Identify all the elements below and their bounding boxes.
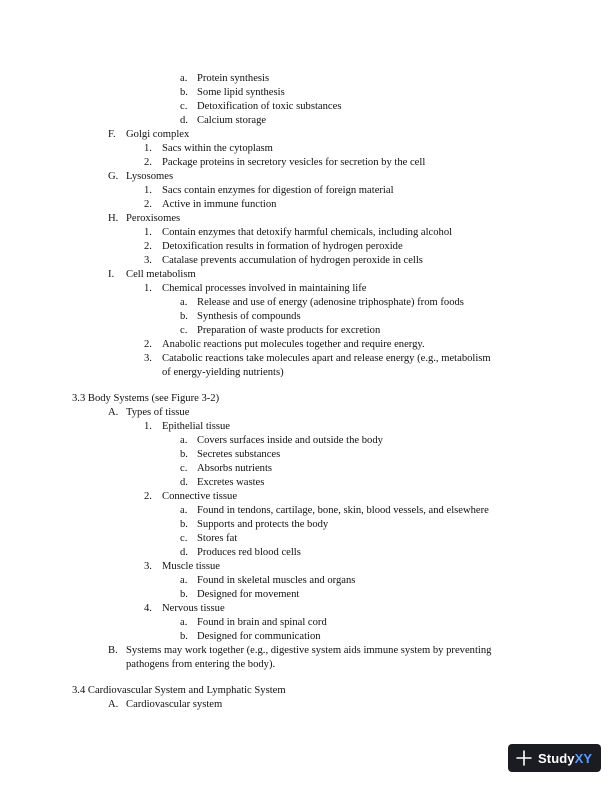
item-marker: b. (180, 631, 188, 642)
item-marker: b. (180, 87, 188, 98)
item-text: Stores fat (197, 533, 238, 544)
item-text: Found in tendons, cartilage, bone, skin, blood vessels, and elsewhere (197, 505, 489, 516)
item-text: Sacs contain enzymes for digestion of foreign material (162, 185, 394, 196)
item-marker: 2. (144, 491, 152, 502)
item-marker: 1. (144, 185, 152, 196)
item-marker: b. (180, 519, 188, 530)
section-heading-text: 3.4 Cardiovascular System and Lymphatic System (72, 685, 286, 696)
item-marker: I. (108, 269, 115, 280)
item-marker: 2. (144, 157, 152, 168)
item-marker: 3. (144, 255, 152, 266)
item-marker: c. (180, 101, 188, 112)
section-heading-text: 3.3 Body Systems (see Figure 3-2) (72, 393, 220, 404)
item-text: pathogens from entering the body). (126, 659, 276, 670)
item-text: Types of tissue (126, 407, 190, 418)
item-marker: B. (108, 645, 118, 656)
item-text: Release and use of energy (adenosine triphosphate) from foods (197, 297, 464, 308)
item-marker: A. (108, 407, 119, 418)
item-text: Detoxification results in formation of hydrogen peroxide (162, 241, 403, 252)
item-marker: 2. (144, 241, 152, 252)
item-marker: d. (180, 547, 188, 558)
item-marker: c. (180, 533, 188, 544)
item-text: Nervous tissue (162, 603, 225, 614)
item-marker: a. (180, 73, 188, 84)
item-text: Found in brain and spinal cord (197, 617, 327, 628)
item-marker: F. (108, 129, 116, 140)
watermark-brand (538, 751, 592, 766)
item-text: Epithelial tissue (162, 421, 230, 432)
item-text: Muscle tissue (162, 561, 220, 572)
item-text: Produces red blood cells (197, 547, 301, 558)
item-marker: 1. (144, 283, 152, 294)
item-marker: 3. (144, 353, 152, 364)
item-text: Sacs within the cytoplasm (162, 143, 273, 154)
item-text: Supports and protects the body (197, 519, 329, 530)
item-marker: H. (108, 213, 119, 224)
item-text: Cardiovascular system (126, 699, 223, 710)
item-text: Contain enzymes that detoxify harmful chemicals, including alcohol (162, 227, 453, 238)
item-marker: 1. (144, 421, 152, 432)
item-marker: c. (180, 325, 188, 336)
item-marker: 2. (144, 339, 152, 350)
item-text: of energy-yielding nutrients) (162, 367, 284, 378)
item-text: Catabolic reactions take molecules apart and release energy (e.g., metabolism (162, 353, 491, 364)
item-marker: 2. (144, 199, 152, 210)
item-text: Active in immune function (162, 199, 277, 210)
item-text: Designed for movement (197, 589, 300, 600)
item-text: Synthesis of compounds (197, 311, 301, 322)
watermark-brand-part1: Study (538, 750, 575, 766)
item-marker: b. (180, 589, 188, 600)
item-text: Found in skeletal muscles and organs (197, 575, 356, 586)
item-text: Protein synthesis (197, 73, 270, 84)
item-text: Designed for communication (197, 631, 321, 642)
item-marker: a. (180, 297, 188, 308)
item-marker: a. (180, 505, 188, 516)
item-text: Chemical processes involved in maintaining life (162, 283, 367, 294)
item-text: Lysosomes (126, 171, 174, 182)
item-text: Anabolic reactions put molecules together and require energy. (162, 339, 425, 350)
item-marker: d. (180, 115, 188, 126)
item-text: Connective tissue (162, 491, 238, 502)
item-marker: 1. (144, 227, 152, 238)
item-text: Systems may work together (e.g., digestive system aids immune system by preventing (126, 645, 492, 656)
item-marker: b. (180, 449, 188, 460)
item-marker: b. (180, 311, 188, 322)
plus-icon (516, 750, 532, 766)
item-text: Preparation of waste products for excretion (197, 325, 381, 336)
item-text: Covers surfaces inside and outside the body (197, 435, 383, 446)
item-text: Cell metabolism (126, 269, 196, 280)
item-marker: 4. (144, 603, 152, 614)
item-marker: d. (180, 477, 188, 488)
item-marker: G. (108, 171, 119, 182)
item-marker: 1. (144, 143, 152, 154)
item-text: Package proteins in secretory vesicles for secretion by the cell (162, 157, 426, 168)
item-text: Calcium storage (197, 115, 267, 126)
item-marker: 3. (144, 561, 152, 572)
item-text: Golgi complex (126, 129, 190, 140)
item-marker: A. (108, 699, 119, 710)
watermark-brand-part2: XY (574, 750, 593, 766)
item-text: Peroxisomes (126, 213, 181, 224)
item-text: Absorbs nutrients (197, 463, 273, 474)
item-text: Some lipid synthesis (197, 87, 285, 98)
item-text: Detoxification of toxic substances (197, 101, 342, 112)
item-text: Secretes substances (197, 449, 281, 460)
item-marker: c. (180, 463, 188, 474)
item-text: Catalase prevents accumulation of hydrogen peroxide in cells (162, 255, 423, 266)
item-marker: a. (180, 575, 188, 586)
item-marker: a. (180, 617, 188, 628)
studyxy-watermark (508, 744, 601, 772)
item-marker: a. (180, 435, 188, 446)
item-text: Excretes wastes (197, 477, 265, 488)
